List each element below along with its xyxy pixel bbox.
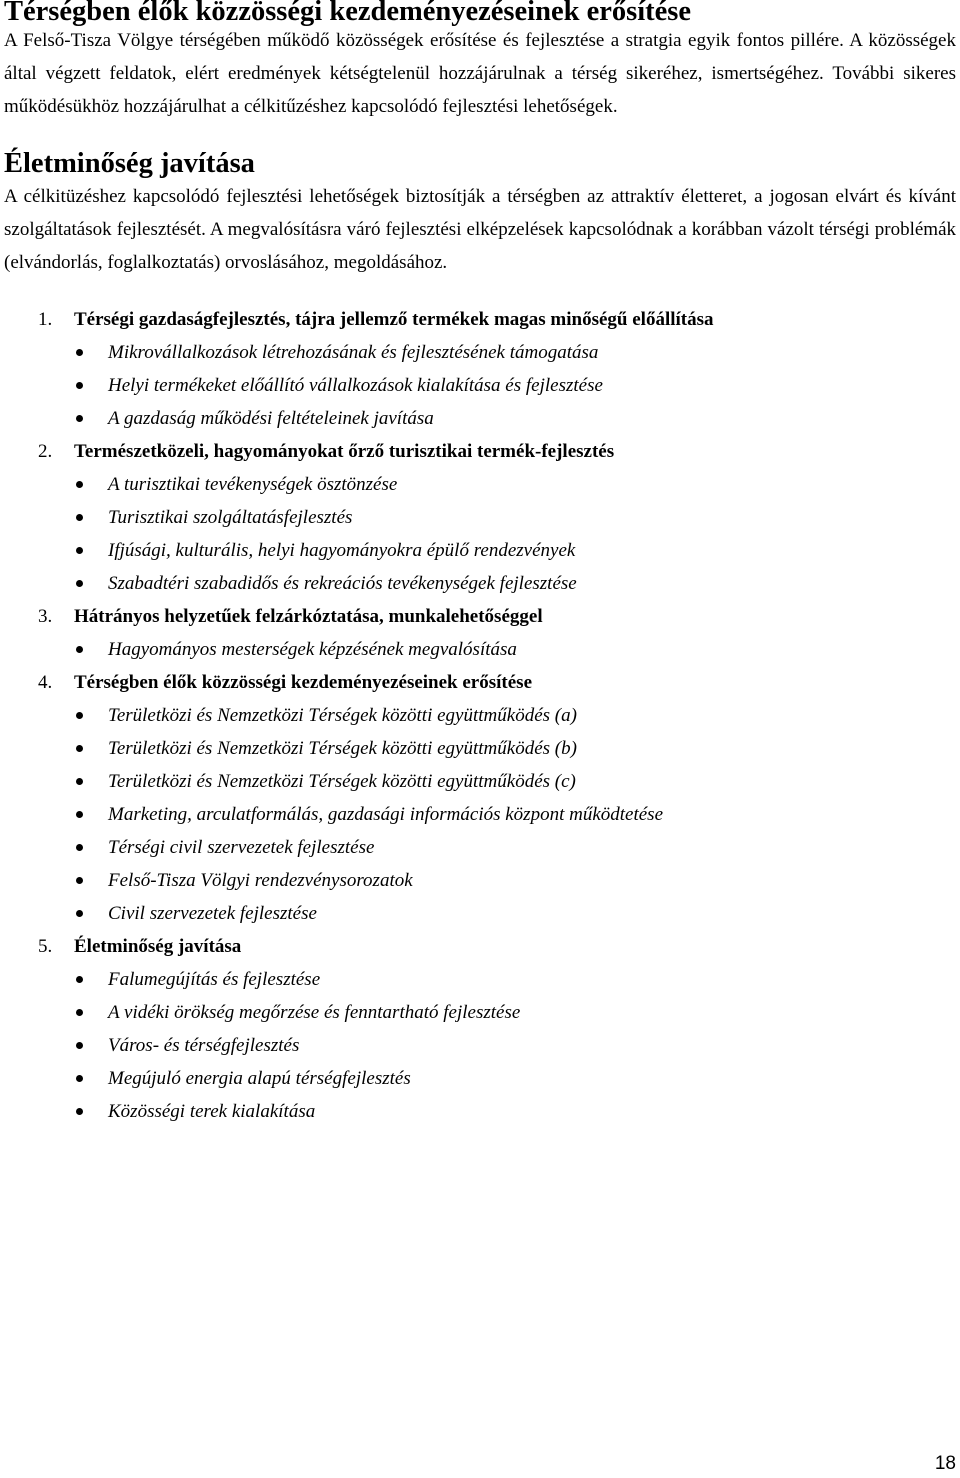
bullet-icon <box>76 1042 83 1049</box>
bullet-icon <box>76 580 83 587</box>
numbered-item <box>4 303 956 336</box>
bullet-icon <box>76 514 83 521</box>
section-paragraph: A célkitüzéshez kapcsolódó fejlesztési lehetőségek biztosítják a térségben az attraktív életteret, a jogosan elvárt és kívánt szolgáltatások fejlesztését. A megvalósításra váró fejlesztési elképzelések kapcsolódnak a korábban vázolt térségi problémák (elvándorlás, foglalkoztatás) orvoslásához, megoldásához. <box>4 186 956 273</box>
bullet-item <box>4 864 956 897</box>
bullet-text: A vidéki örökség megőrzése és fenntartható fejlesztése <box>108 1002 521 1023</box>
goals-list <box>4 303 956 1128</box>
bullet-icon <box>76 349 83 356</box>
section-community <box>4 0 956 123</box>
section-heading: Térségben élők közzösségi kezdeményezéseinek erősítése <box>4 0 692 27</box>
bullet-item <box>4 963 956 996</box>
bullet-text: Marketing, arculatformálás, gazdasági információs központ működtetése <box>108 804 663 825</box>
numbered-item <box>4 666 956 699</box>
bullet-text: Hagyományos mesterségek képzésének megvalósítása <box>108 639 517 660</box>
bullet-text: Szabadtéri szabadidős és rekreációs tevékenységek fejlesztése <box>108 573 577 594</box>
bullet-item <box>4 1029 956 1062</box>
bullet-item <box>4 831 956 864</box>
item-number: 5. <box>38 936 53 957</box>
item-number: 1. <box>38 309 53 330</box>
item-title: Térségi gazdaságfejlesztés, tájra jellemző termékek magas minőségű előállítása <box>74 309 714 330</box>
item-number: 4. <box>38 672 53 693</box>
numbered-item <box>4 600 956 633</box>
bullet-text: A turisztikai tevékenységek ösztönzése <box>108 474 398 495</box>
bullet-icon <box>76 811 83 818</box>
bullet-item <box>4 633 956 666</box>
bullet-item <box>4 798 956 831</box>
bullet-text: Területközi és Nemzetközi Térségek közötti együttműködés (c) <box>108 771 576 792</box>
bullet-icon <box>76 712 83 719</box>
bullet-item <box>4 765 956 798</box>
bullet-text: Civil szervezetek fejlesztése <box>108 903 317 924</box>
bullet-icon <box>76 1075 83 1082</box>
bullet-text: Megújuló energia alapú térségfejlesztés <box>108 1068 411 1089</box>
bullet-icon <box>76 745 83 752</box>
bullet-text: Ifjúsági, kulturális, helyi hagyományokra épülő rendezvények <box>108 540 576 561</box>
bullet-item <box>4 699 956 732</box>
bullet-text: Területközi és Nemzetközi Térségek közötti együttműködés (b) <box>108 738 577 759</box>
bullet-icon <box>76 382 83 389</box>
bullet-item <box>4 897 956 930</box>
item-title: Természetközeli, hagyományokat őrző turisztikai termék-fejlesztés <box>74 441 615 462</box>
bullet-item <box>4 534 956 567</box>
numbered-item <box>4 930 956 963</box>
bullet-item <box>4 1095 956 1128</box>
bullet-text: A gazdaság működési feltételeinek javítása <box>108 408 434 429</box>
bullet-icon <box>76 778 83 785</box>
bullet-text: Közösségi terek kialakítása <box>108 1101 316 1122</box>
bullet-text: Területközi és Nemzetközi Térségek közötti együttműködés (a) <box>108 705 577 726</box>
bullet-text: Város- és térségfejlesztés <box>108 1035 300 1056</box>
bullet-icon <box>76 877 83 884</box>
numbered-item <box>4 435 956 468</box>
bullet-icon <box>76 910 83 917</box>
item-title: Hátrányos helyzetűek felzárkóztatása, munkalehetőséggel <box>74 606 543 627</box>
bullet-item <box>4 468 956 501</box>
bullet-icon <box>76 415 83 422</box>
bullet-icon <box>76 1108 83 1115</box>
bullet-text: Falumegújítás és fejlesztése <box>108 969 321 990</box>
bullet-icon <box>76 844 83 851</box>
page-number: 18 <box>934 1453 956 1474</box>
bullet-text: Turisztikai szolgáltatásfejlesztés <box>108 507 353 528</box>
bullet-item <box>4 501 956 534</box>
bullet-icon <box>76 976 83 983</box>
bullet-item <box>4 1062 956 1095</box>
bullet-item <box>4 402 956 435</box>
item-title: Térségben élők közzösségi kezdeményezéseinek erősítése <box>74 672 533 693</box>
section-quality-of-life <box>4 147 956 279</box>
bullet-icon <box>76 481 83 488</box>
bullet-item <box>4 732 956 765</box>
item-number: 3. <box>38 606 53 627</box>
bullet-text: Felső-Tisza Völgyi rendezvénysorozatok <box>108 870 413 891</box>
section-paragraph: A Felső-Tisza Völgye térségében működő közösségek erősítése és fejlesztése a stratgia egyik fontos pillére. A közösségek által végzett feldatok, elért eredmények kétségtelenül hozzájárulnak a térség sikeréhez, ismertségéhez. További sikeres működésükhöz hozzájárulhat a célkitűzéshez kapcsolódó fejlesztési lehetőségek. <box>4 30 956 117</box>
bullet-text: Térségi civil szervezetek fejlesztése <box>108 837 375 858</box>
item-title: Életminőség javítása <box>74 936 242 957</box>
item-number: 2. <box>38 441 53 462</box>
bullet-item <box>4 336 956 369</box>
page-content <box>4 0 956 1128</box>
bullet-text: Mikrovállalkozások létrehozásának és fejlesztésének támogatása <box>108 342 599 363</box>
bullet-item <box>4 369 956 402</box>
bullet-icon <box>76 547 83 554</box>
bullet-icon <box>76 1009 83 1016</box>
section-heading: Életminőség javítása <box>4 148 255 179</box>
bullet-item <box>4 996 956 1029</box>
bullet-item <box>4 567 956 600</box>
bullet-icon <box>76 646 83 653</box>
bullet-text: Helyi termékeket előállító vállalkozások kialakítása és fejlesztése <box>108 375 603 396</box>
